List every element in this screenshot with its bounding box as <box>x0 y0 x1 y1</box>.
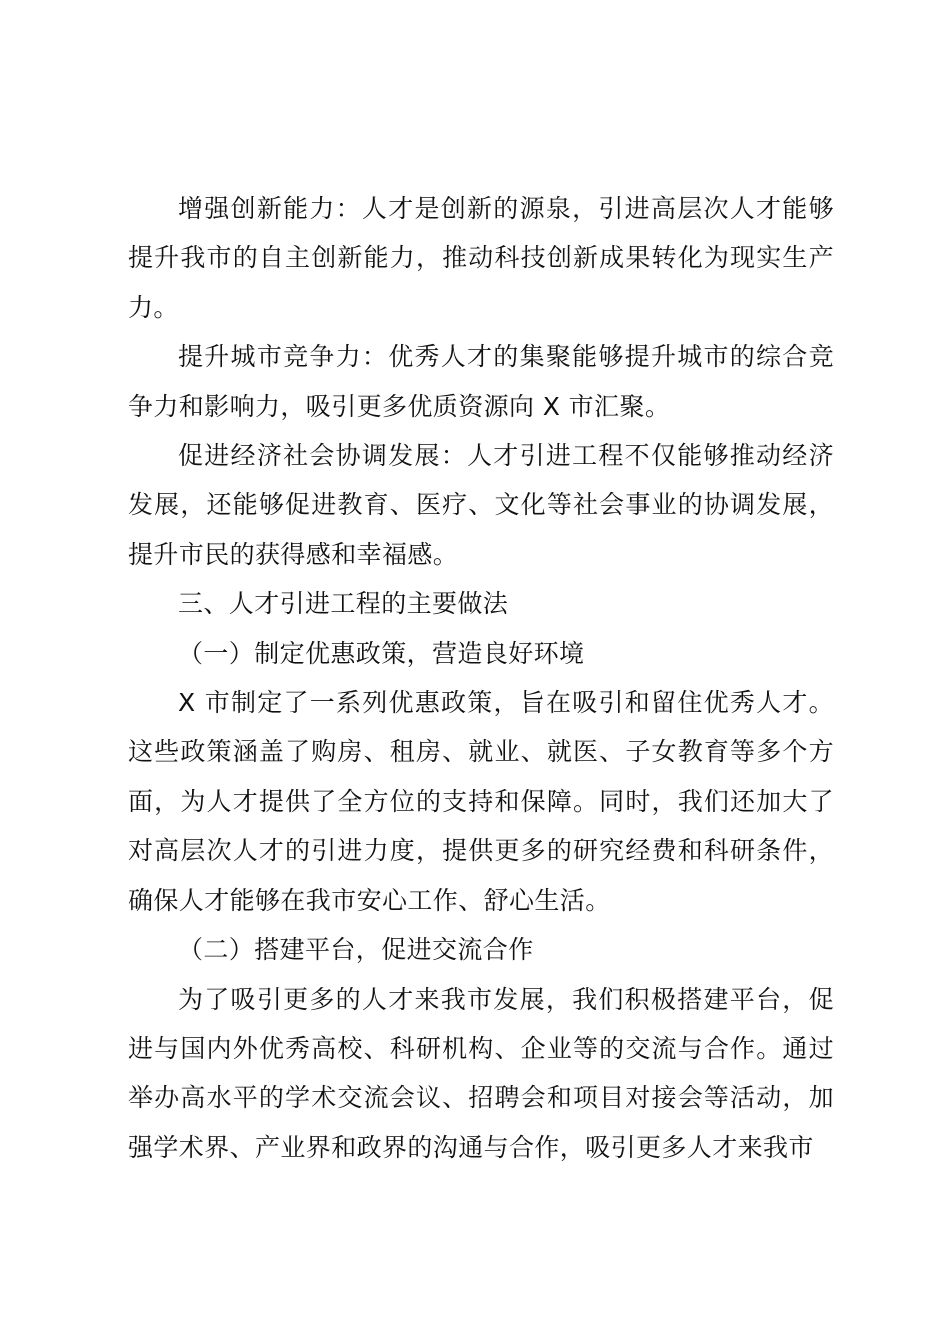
paragraph-platform-exchange: 为了吸引更多的人才来我市发展，我们积极搭建平台，促进与国内外优秀高校、科研机构、企业等的交流与合作。通过举办高水平的学术交流会议、招聘会和项目对接会等活动，加强学术界、产业界和政界的沟通与合作，吸引更多人才来我市 <box>128 984 834 1162</box>
paragraph-city-competitiveness: 提升城市竞争力：优秀人才的集聚能够提升城市的综合竞争力和影响力，吸引更多优质资源向 X 市汇聚。 <box>128 342 834 421</box>
paragraph-enhance-innovation: 增强创新能力：人才是创新的源泉，引进高层次人才能够提升我市的自主创新能力，推动科技创新成果转化为现实生产力。 <box>128 194 834 322</box>
paragraph-coordinated-development: 促进经济社会协调发展：人才引进工程不仅能够推动经济发展，还能够促进教育、医疗、文化等社会事业的协调发展，提升市民的获得感和幸福感。 <box>128 441 834 569</box>
subheading-platform-exchange: （二）搭建平台，促进交流合作 <box>178 935 534 965</box>
paragraph-preferential-policies: X 市制定了一系列优惠政策，旨在吸引和留住优秀人才。这些政策涵盖了购房、租房、就业、就医、子女教育等多个方面，为人才提供了全方位的支持和保障。同时，我们还加大了对高层次人才的引进力度，提供更多的研究经费和科研条件，确保人才能够在我市安心工作、舒心生活。 <box>128 688 834 915</box>
subheading-preferential-policies: （一）制定优惠政策，营造良好环境 <box>178 638 585 668</box>
document-body <box>128 184 834 1172</box>
section-heading-main-practices: 三、人才引进工程的主要做法 <box>178 589 509 619</box>
